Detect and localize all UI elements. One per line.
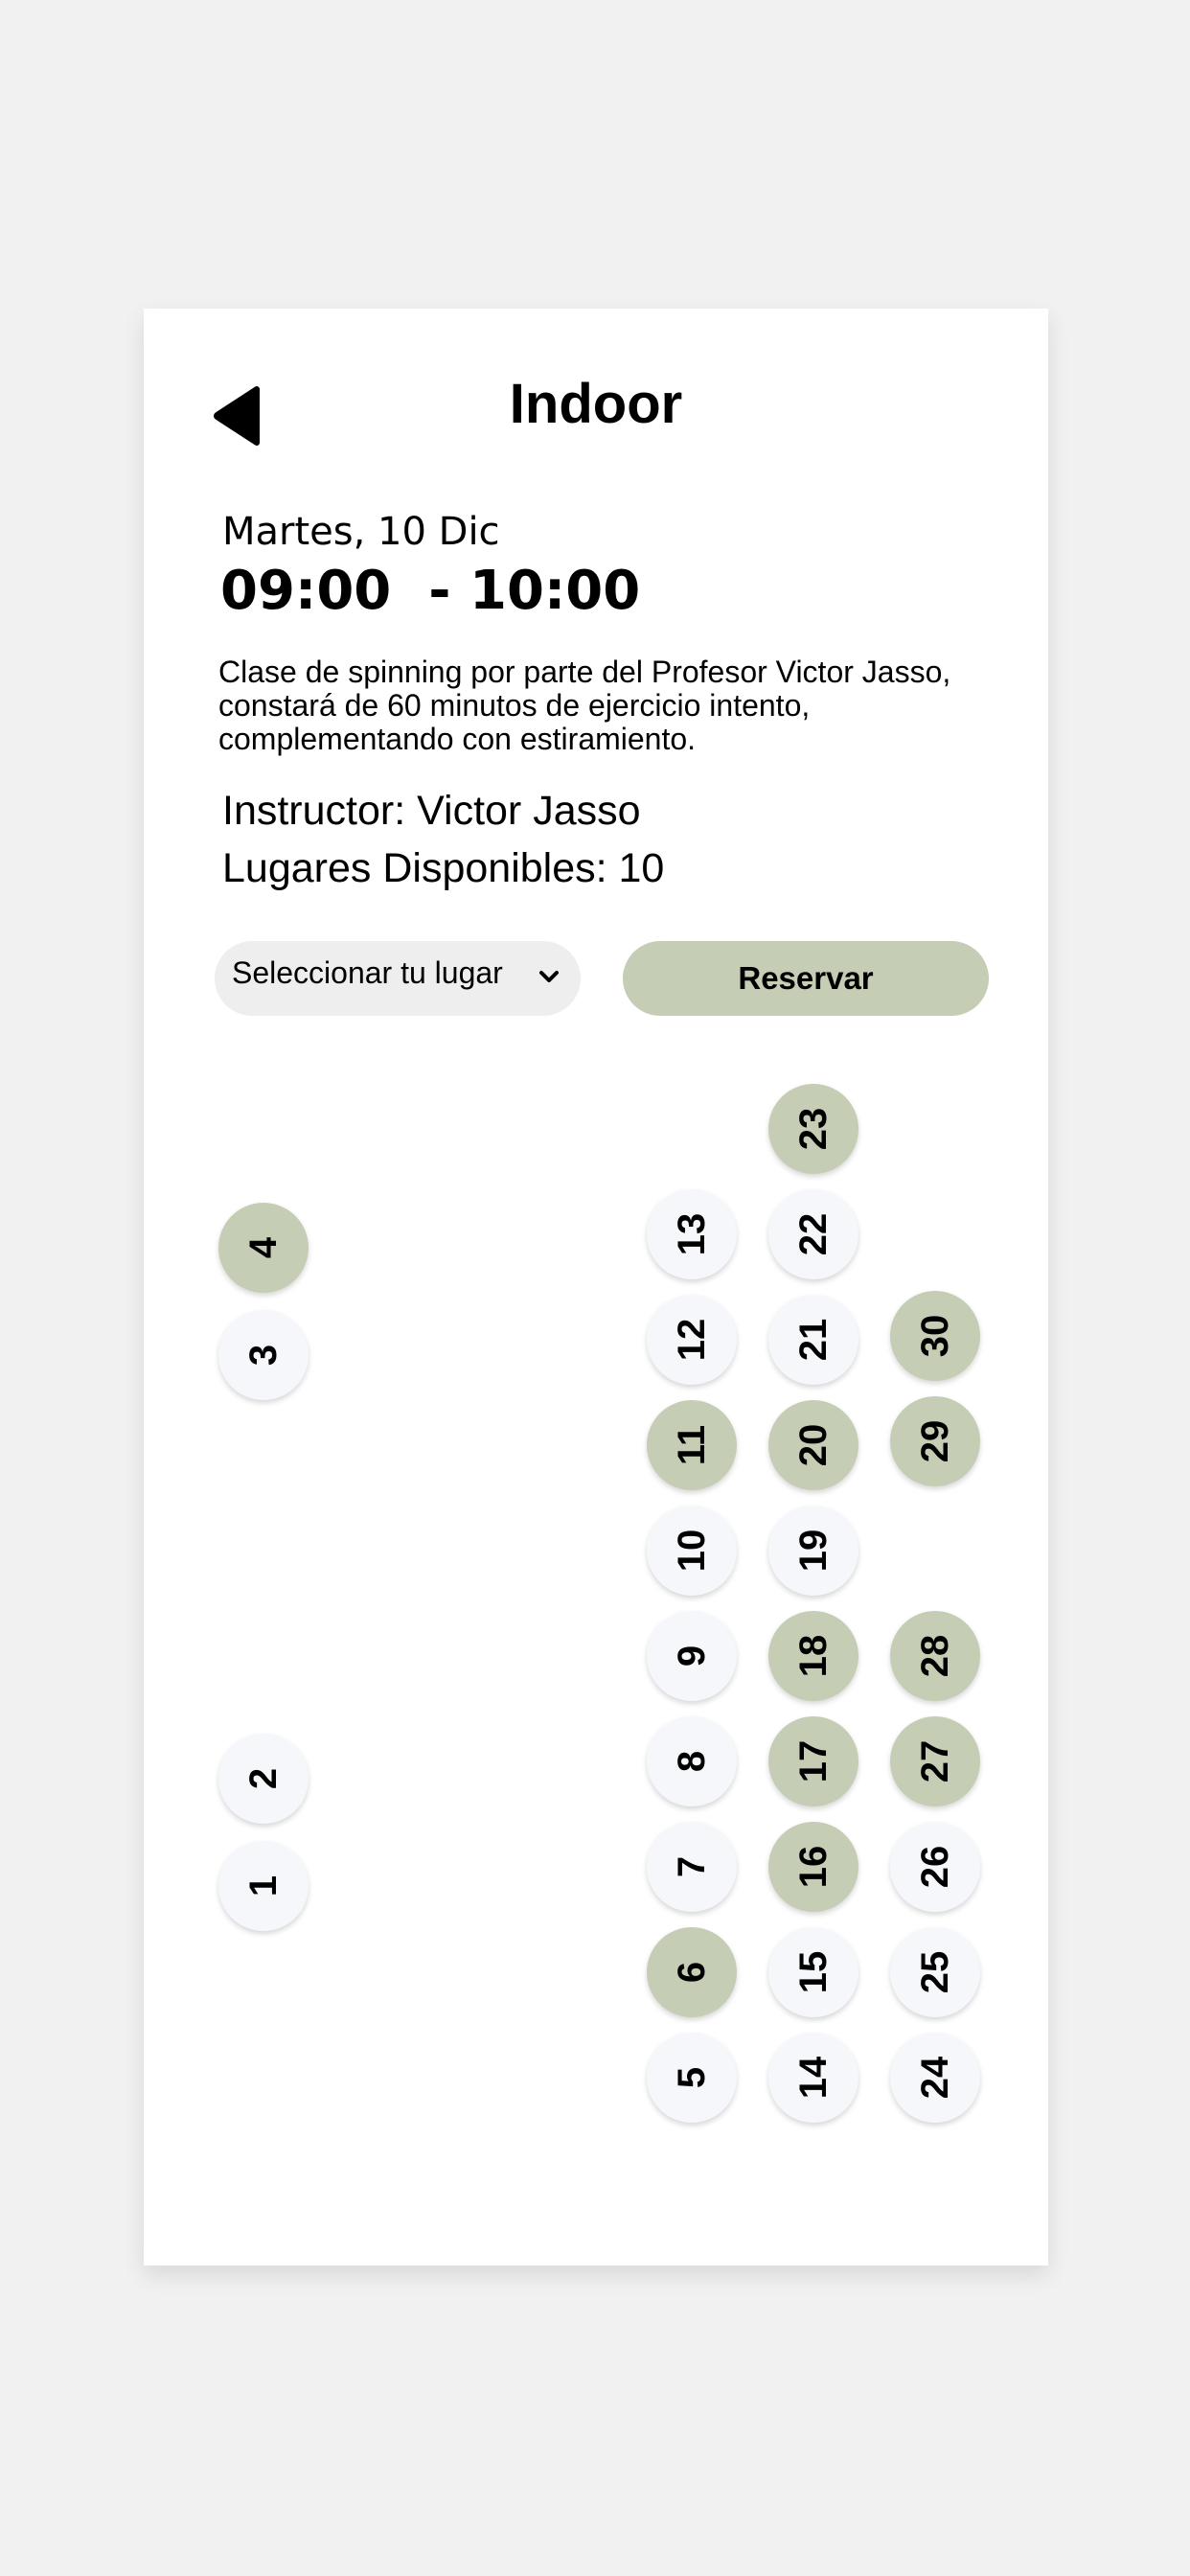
- class-description: Clase de spinning por parte del Profesor Victor Jasso, constará de 60 minutos de ejercicio intento, complementando con estiramiento.: [218, 655, 951, 756]
- seat-22[interactable]: [768, 1189, 858, 1279]
- seat-number: 26: [914, 1845, 956, 1889]
- reserve-button[interactable]: [623, 941, 989, 1016]
- seat-number: 13: [671, 1212, 713, 1256]
- seat-number: 21: [792, 1318, 835, 1362]
- seat-25[interactable]: [890, 1927, 980, 2017]
- seat-13[interactable]: [647, 1189, 737, 1279]
- seat-10[interactable]: [647, 1506, 737, 1596]
- seat-2[interactable]: [218, 1734, 309, 1824]
- seat-number: 22: [792, 1212, 835, 1256]
- seat-20[interactable]: [768, 1400, 858, 1490]
- seat-30[interactable]: [890, 1291, 980, 1381]
- seat-number: 18: [792, 1634, 835, 1678]
- seat-26[interactable]: [890, 1822, 980, 1912]
- seat-number: 19: [792, 1529, 835, 1573]
- seat-24[interactable]: [890, 2033, 980, 2123]
- seat-number: 30: [914, 1314, 956, 1358]
- seat-select-label: Seleccionar tu lugar: [232, 955, 503, 990]
- chevron-down-icon: [538, 968, 560, 985]
- seat-21[interactable]: [768, 1295, 858, 1385]
- reserve-button-label: Reservar: [738, 960, 874, 996]
- seat-7[interactable]: [647, 1822, 737, 1912]
- seat-number: 10: [671, 1529, 713, 1573]
- class-date: Martes, 10 Dic: [222, 510, 500, 554]
- seat-14[interactable]: [768, 2033, 858, 2123]
- seat-number: 25: [914, 1950, 956, 1994]
- seat-19[interactable]: [768, 1506, 858, 1596]
- page-title: Indoor: [509, 373, 683, 435]
- seat-9[interactable]: [647, 1611, 737, 1701]
- seat-12[interactable]: [647, 1295, 737, 1385]
- seat-number: 8: [671, 1750, 713, 1773]
- seat-5[interactable]: [647, 2033, 737, 2123]
- class-detail-card: [144, 309, 1048, 2266]
- seat-4[interactable]: [218, 1203, 309, 1293]
- seat-number: 16: [792, 1845, 835, 1889]
- seat-17[interactable]: [768, 1716, 858, 1806]
- seat-number: 9: [671, 1644, 713, 1668]
- seat-number: 2: [242, 1767, 285, 1790]
- seat-8[interactable]: [647, 1716, 737, 1806]
- seat-number: 6: [671, 1961, 713, 1984]
- seat-18[interactable]: [768, 1611, 858, 1701]
- seat-number: 3: [242, 1344, 285, 1367]
- seat-11[interactable]: [647, 1400, 737, 1490]
- seat-number: 15: [792, 1950, 835, 1994]
- seat-number: 1: [242, 1874, 285, 1898]
- seat-number: 29: [914, 1419, 956, 1463]
- seat-number: 11: [671, 1424, 713, 1466]
- seat-27[interactable]: [890, 1716, 980, 1806]
- seat-number: 27: [914, 1739, 956, 1783]
- seat-number: 5: [671, 2066, 713, 2089]
- seat-number: 4: [242, 1236, 285, 1259]
- seat-6[interactable]: [647, 1927, 737, 2017]
- seat-16[interactable]: [768, 1822, 858, 1912]
- instructor-label: Instructor: Victor Jasso: [222, 788, 641, 834]
- available-places-label: Lugares Disponibles: 10: [222, 845, 665, 891]
- seat-1[interactable]: [218, 1841, 309, 1931]
- seat-number: 12: [671, 1318, 713, 1362]
- class-time: 09:00 - 10:00: [220, 560, 641, 622]
- seat-number: 17: [792, 1739, 835, 1783]
- seat-3[interactable]: [218, 1310, 309, 1400]
- seat-number: 23: [792, 1107, 835, 1151]
- seat-29[interactable]: [890, 1396, 980, 1486]
- seat-select-dropdown[interactable]: [215, 941, 581, 1016]
- seat-number: 28: [914, 1634, 956, 1678]
- seat-number: 7: [671, 1855, 713, 1878]
- seat-number: 14: [792, 2056, 835, 2100]
- seat-number: 24: [914, 2056, 956, 2100]
- seat-number: 20: [792, 1423, 835, 1467]
- seat-15[interactable]: [768, 1927, 858, 2017]
- seat-23[interactable]: [768, 1084, 858, 1174]
- seat-28[interactable]: [890, 1611, 980, 1701]
